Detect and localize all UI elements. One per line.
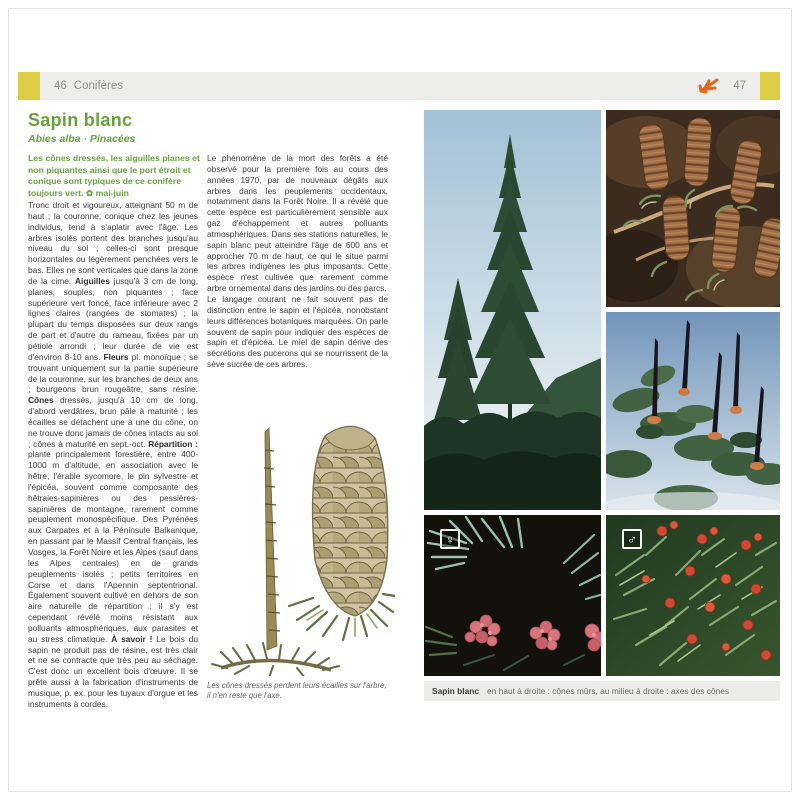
bloom-period: mai-juin <box>93 187 129 198</box>
conifer-twig-icon <box>697 77 719 95</box>
young-female-cones-photo <box>424 515 601 676</box>
term-needles: Aiguilles <box>74 275 110 286</box>
ripe-cones-photo <box>606 110 780 307</box>
section-title: Conifères <box>73 80 124 92</box>
male-flowers-photo <box>606 515 780 676</box>
bloom-flower-icon: ✿ <box>85 187 94 198</box>
trunk-description: Tronc droit et vigoureux, atteignant 50 m de haut ; la couronne, conique chez les jeunes individus, tend à s'aplatir avec l'âge. Les arbres isolés portent des branches jusqu'au niveau du sol ; celles-ci sont presque horizontales ou légèrement penchées vers le bas. Elles ne sont verticales que dans la zone de la cime. <box>28 200 198 286</box>
page-header <box>40 72 760 100</box>
cone-illustration <box>203 410 395 676</box>
left-page-number: 46 <box>54 80 67 92</box>
term-distribution: Répartition : <box>148 438 198 449</box>
photo-caption-detail: en haut à droite : cônes mûrs, au milieu à droite : axes des cônes <box>487 686 730 696</box>
photo-caption-species: Sapin blanc <box>432 686 480 696</box>
illustration-caption: Les cônes dressés perdent leurs écailles sur l'arbre, il n'en reste que l'axe. <box>207 681 387 700</box>
description-column-2 <box>207 153 388 370</box>
key-features-intro <box>28 153 202 199</box>
common-language-paragraph: Le langage courant ne fait souvent pas de distinction entre le sapin et l'épicéa, nonobstant leurs différences botaniques marquées. On parle souvent de sapin pour indiquer des espèces de sapin et d'épicéa. Le miel de sapin dérive des sécrétions des pucerons qui se nourrissent de la sève sucrée de ces arbres. <box>207 293 388 370</box>
term-good-to-know: À savoir ! <box>111 633 153 644</box>
description-column-1 <box>28 200 198 710</box>
species-latin-name: Abies alba · Pinacées <box>28 133 136 145</box>
term-flowers: Fleurs <box>103 351 129 362</box>
distribution-description: plante principalement forestière, entre 400-1000 m d'altitude, en association avec le hêtre, l'érable sycomore, le pin sylvestre et l'épicéa, souvent comme composante des hêtraies-sapinières ou des pessières-sapinières de montagne, rarement comme peuplement monospécifique. Des Pyrénées aux Carpates et à la Péninsule Balkanique, en passant par le Massif Central français, les Vosges, la Forêt Noire et les Alpes (sauf dans les Alpes centrales) en de grands peuplements isolés ; petits territoires en Corse et dans l'Apennin septentrional. Également souvent cultivé en dehors de son aire naturelle de répartition ; il s'y est cependant révélé moins résistant aux polluants atmosphériques, aux parasites et au stress climatique. <box>28 449 198 644</box>
term-cones: Cônes <box>28 395 54 406</box>
fir-tree-photo <box>424 110 601 510</box>
right-yellow-tab <box>758 72 780 100</box>
female-symbol-badge: ♀ <box>440 529 460 549</box>
right-page-number: 47 <box>733 80 746 92</box>
flowers-description: pl. monoïque ; se trouvant uniquement sur la partie supérieure de la couronne, sur les branches de deux ans ; bourgeons brun rougeâtre, sans résine. <box>28 351 198 395</box>
photo-caption-bar <box>424 681 780 701</box>
forest-dieback-paragraph: Le phénomène de la mort des forêts a été observé pour la première fois au cours des années 1970, par de nouveaux dégâts aux arbres dans les peuplements occidentaux, notamment dans la Forêt Noire. Il a révélé que cette espèce est particulièrement sensible aux gaz d'échappement et autres polluants atmosphériques. Dans ses stations naturelles, le sapin blanc peut atteindre l'âge de 600 ans et approcher 70 m de haut, ce qui le situe parmi les arbres indigènes les plus imposants. Cette espèce n'est cultivée que rarement comme arbre ornemental dans des jardins ou des parcs. <box>207 153 388 294</box>
species-title: Sapin blanc <box>28 110 133 130</box>
left-yellow-tab <box>18 72 40 100</box>
intro-text: Les cônes dressés, les aiguilles planes et non piquantes ainsi que le port étroit et conique sont typiques de ce conifère toujours vert. <box>28 153 200 198</box>
good-to-know-description: Le bois du sapin ne produit pas de résine, est très clair et ne se contracte que très peu au séchage. C'est donc un excellent bois d'œuvre. Il se prête aussi à la fabrication d'instruments de musique, p. ex. pour les tuyaux d'orgue et les instruments à cordes. <box>28 633 198 709</box>
needles-description: jusqu'à 3 cm de long, planes, souples, non piquantes ; face supérieure vert foncé, face inférieure avec 2 lignes claires (rangées de stomates) ; la plupart du temps disposées sur deux rangs de part et d'autre du rameau, fixées par un pétiole arrondi ; leur durée de vie est d'environ 8-10 ans. <box>28 275 198 362</box>
cone-axes-photo <box>606 312 780 510</box>
cones-description: dressés, jusqu'à 10 cm de long, d'abord verdâtres, brun pâle à maturité ; les écailles se détachent une à une du cône, on ne trouve donc jamais de cônes intacts au sol ; cônes à maturité en sept.-oct. <box>28 395 198 449</box>
male-symbol-badge: ♂ <box>622 529 642 549</box>
